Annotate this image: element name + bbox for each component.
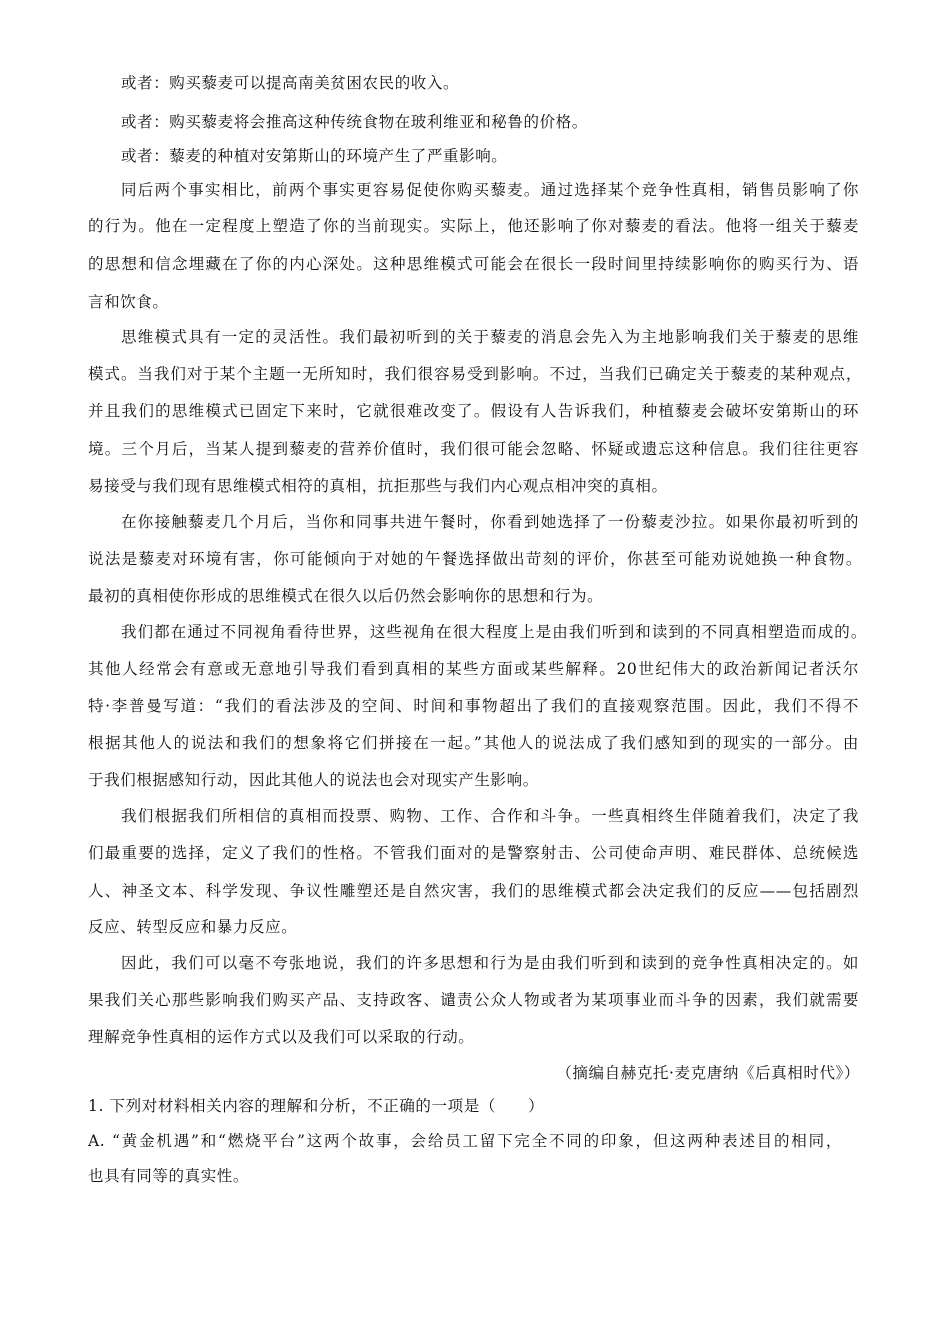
paragraph-line: 同后两个事实相比，前两个事实更容易促使你购买藜麦。通过选择某个竞争性真相，销售员影响了你 (121, 181, 859, 199)
paragraph-line: 我们根据我们所相信的真相而投票、购物、工作、合作和斗争。一些真相终生伴随着我们，决定了我 (121, 807, 859, 825)
paragraph-line: 在你接触藜麦几个月后，当你和同事共进午餐时，你看到她选择了一份藜麦沙拉。如果你最初听到的 (121, 513, 859, 531)
paragraph-line: 我们都在通过不同视角看待世界，这些视角在很大程度上是由我们听到和读到的不同真相塑造而成的。 (121, 623, 867, 641)
paragraph-line: 其他人经常会有意或无意地引导我们看到真相的某些方面或某些解释。20世纪伟大的政治新闻记者沃尔 (88, 660, 859, 678)
paragraph-line: 并且我们的思维模式已固定下来时，它就很难改变了。假设有人告诉我们，种植藜麦会破坏安第斯山的环 (88, 402, 859, 420)
paragraph-line: 易接受与我们现有思维模式相符的真相，抗拒那些与我们内心观点相冲突的真相。 (88, 477, 668, 495)
paragraph-line: 们最重要的选择，定义了我们的性格。不管我们面对的是警察射击、公司使命声明、难民群体、总统候选 (88, 844, 859, 862)
paragraph-line: 或者：藜麦的种植对安第斯山的环境产生了严重影响。 (121, 147, 508, 165)
paragraph-line: 言和饮食。 (88, 293, 169, 311)
paragraph-line: 根据其他人的说法和我们的想象将它们拼接在一起。”其他人的说法成了我们感知到的现实的一部分。由 (88, 734, 859, 752)
paragraph-line: 因此，我们可以毫不夸张地说，我们的许多思想和行为是由我们听到和读到的竞争性真相决定的。如 (121, 954, 859, 972)
paragraph-line: 最初的真相使你形成的思维模式在很久以后仍然会影响你的思想和行为。 (88, 587, 604, 605)
paragraph-line: 模式。当我们对于某个主题一无所知时，我们很容易受到影响。不过，当我们已确定关于藜麦的某种观点， (88, 365, 862, 383)
paragraph-line: 果我们关心那些影响我们购买产品、支持政客、谴责公众人物或者为某项事业而斗争的因素，我们就需要 (88, 991, 859, 1009)
question-stem: 1. 下列对材料相关内容的理解和分析，不正确的一项是（ ） (88, 1097, 545, 1115)
paragraph-line: 人、神圣文本、科学发现、争议性雕塑还是自然灾害，我们的思维模式都会决定我们的反应——包括剧烈 (88, 882, 859, 900)
paragraph-line: 反应、转型反应和暴力反应。 (88, 918, 298, 936)
paragraph-line: 或者：购买藜麦将会推高这种传统食物在玻利维亚和秘鲁的价格。 (121, 113, 588, 131)
paragraph-line: 的行为。他在一定程度上塑造了你的当前现实。实际上，他还影响了你对藜麦的看法。他将一组关于藜麦 (88, 217, 859, 235)
paragraph-line: 或者：购买藜麦可以提高南美贫困农民的收入。 (121, 74, 460, 92)
paragraph-line: 特·李普曼写道：“我们的看法涉及的空间、时间和事物超出了我们的直接观察范围。因此，我们不得不 (88, 697, 859, 715)
source-attribution: （摘编自赫克托·麦克唐纳《后真相时代》） (556, 1064, 860, 1082)
paragraph-line: 的思想和信念埋藏在了你的内心深处。这种思维模式可能会在很长一段时间里持续影响你的购买行为、语 (88, 255, 859, 273)
paragraph-line: 于我们根据感知行动，因此其他人的说法也会对现实产生影响。 (88, 771, 539, 789)
paragraph-line: 境。三个月后，当某人提到藜麦的营养价值时，我们很可能会忽略、怀疑或遗忘这种信息。我们往往更容 (88, 440, 859, 458)
paragraph-line: 理解竞争性真相的运作方式以及我们可以采取的行动。 (88, 1028, 475, 1046)
option-a-continuation: 也具有同等的真实性。 (88, 1167, 250, 1185)
paragraph-line: 说法是藜麦对环境有害，你可能倾向于对她的午餐选择做出苛刻的评价，你甚至可能劝说她换一种食物。 (88, 550, 862, 568)
option-a: A. “黄金机遇”和“燃烧平台”这两个故事，会给员工留下完全不同的印象，但这两种表述目的相同， (88, 1132, 842, 1150)
paragraph-line: 思维模式具有一定的灵活性。我们最初听到的关于藜麦的消息会先入为主地影响我们关于藜麦的思维 (121, 328, 859, 346)
